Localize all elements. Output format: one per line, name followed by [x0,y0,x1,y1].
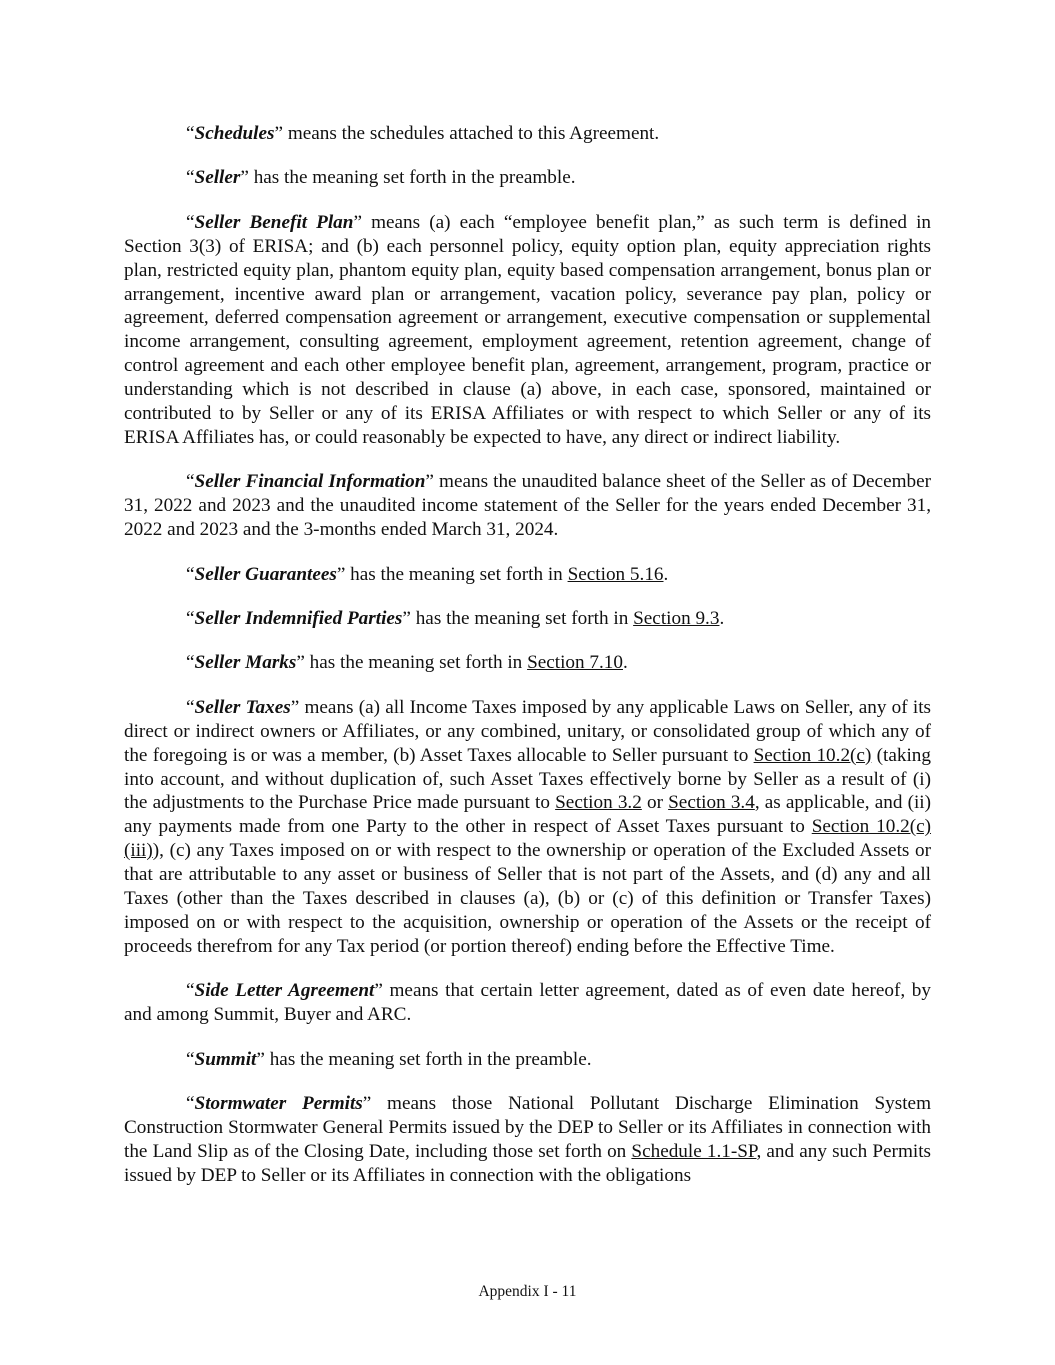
section-reference: Section 5.16 [567,563,664,585]
section-reference: Section 3.4 [668,792,755,814]
section-reference: Section 7.10 [527,652,623,674]
defined-term: Side Letter Agreement [194,980,375,1002]
definition-text: ” has the meaning set forth in the preamble. [256,1048,592,1070]
definition-paragraph [124,122,931,146]
definition-text: . [623,652,628,674]
definition-text: ” means that certain letter agreement, dated as of even date hereof, by and among Summit, Buyer and ARC. [124,980,931,1026]
definition-paragraph [124,651,931,675]
definition-paragraph [124,1092,931,1188]
definition-paragraph [124,1048,931,1072]
definition-text: ), (c) any Taxes imposed on or with respect to the ownership or operation of the Excluded Assets or that are attributable to any asset or business of Seller that is not part of the Assets, and (d) any and all Taxes (other than the Taxes described in clauses (a), (b) or (c) of this definition or Transfer Taxes) imposed on or with respect to the acquisition, ownership or operation of the Assets or the receipt of proceeds therefrom for any Tax period (or portion thereof) ending before the Effective Time. [124,840,931,957]
defined-term: Seller Benefit Plan [194,211,354,233]
defined-term: Seller Marks [194,652,297,674]
definition-text: ” means the schedules attached to this Agreement. [274,123,660,144]
definition-paragraph [124,470,931,542]
defined-term: Seller Taxes [194,696,291,718]
defined-term: Stormwater Permits [194,1093,363,1114]
definition-text: ” means those National Pollutant Discharge Elimination System Construction Stormwater General Permits issued by the DEP to Seller or its Affiliates in connection with the Land Slip as of the Closing Date, including those set forth on [124,1093,932,1162]
section-reference: Section 3.2 [555,792,642,814]
definition-paragraph [124,696,931,959]
definition-text: ” has the meaning set forth in [402,608,634,629]
definition-text: ” means the unaudited balance sheet of the Seller as of December 31, 2022 and 2023 and the unaudited income statement of the Seller for the years ended December 31, 2022 and 2023 and the 3-months ended March 31, 2024. [124,471,932,541]
definition-text: “ [186,211,195,233]
page-footer: Appendix I - 11 [478,1283,577,1300]
definition-paragraph [124,166,931,190]
defined-term: Seller Financial Information [194,471,426,493]
definitions-list [124,122,931,1208]
definition-text: , as applicable, and (ii) any payments made from one Party to the other in respect of Asset Taxes pursuant to [124,792,932,838]
definition-text: ” has the meaning set forth in [296,652,528,674]
defined-term: Seller Guarantees [194,563,337,585]
definition-text: . [663,563,669,585]
definition-text: ” has the meaning set forth in [336,563,568,585]
definition-text: or [641,792,669,814]
defined-term: Seller [194,167,241,189]
definition-text: “ [186,608,195,629]
definition-text: . [719,608,725,629]
definition-text: , and any such Permits issued by DEP to Seller or its Affiliates in connection with the obligations [124,1140,931,1186]
definition-text: (taking into account, and without duplication of, such Asset Taxes effectively borne by Seller as a result of (i) the adjustments to the Purchase Price made pursuant to [124,744,931,814]
definition-paragraph [124,563,931,587]
definition-text: “ [186,1093,195,1114]
defined-term: Summit [194,1048,257,1070]
section-reference: Section 10.2(c) [753,744,872,766]
definition-text: “ [186,1048,195,1070]
section-reference: Section 9.3 [633,608,720,629]
definition-text: “ [186,980,195,1002]
section-reference: Schedule 1.1-SP [631,1140,757,1162]
definition-text: “ [186,167,195,189]
defined-term: Seller Indemnified Parties [194,608,403,629]
definition-text: ” has the meaning set forth in the preamble. [240,167,576,189]
definition-paragraph [124,211,931,450]
definition-paragraph [124,979,931,1027]
definition-text: “ [186,652,195,674]
definition-text: “ [186,563,195,585]
definition-paragraph [124,607,931,631]
definition-text: “ [186,471,195,493]
definition-text: “ [186,696,195,718]
definition-text: “ [186,123,195,144]
definition-text: ” means (a) each “employee benefit plan,” as such term is defined in Section 3(3) of ERISA; and (b) each personnel policy, equity option plan, equity appreciation rights plan, restricted equity plan, phantom equity plan, equity based compensation arrangement, bonus plan or arrangement, incentive award plan or arrangement, vacation policy, severance pay plan, policy or agreement, deferred compensation agreement or arrangement, executive compensation or supplemental income arrangement, consulting agreement, employment agreement, retention agreement, change of control agreement and each other employee benefit plan, agreement, arrangement, program, practice or understanding which is not described in clause (a) above, in each case, sponsored, maintained or contributed to by Seller or any of its ERISA Affiliates or with respect to which Seller or any of its ERISA Affiliates has, or could reasonably be expected to have, any direct or indirect liability. [124,211,931,448]
defined-term: Schedules [194,123,275,144]
section-reference: Section 10.2(c)(iii) [124,816,932,862]
definition-text: ” means (a) all Income Taxes imposed by any applicable Laws on Seller, any of its direct or indirect owners or Affiliates, or any combined, unitary, or consolidated group of which any of the foregoing is or was a member, (b) Asset Taxes allocable to Seller pursuant to [124,696,931,766]
